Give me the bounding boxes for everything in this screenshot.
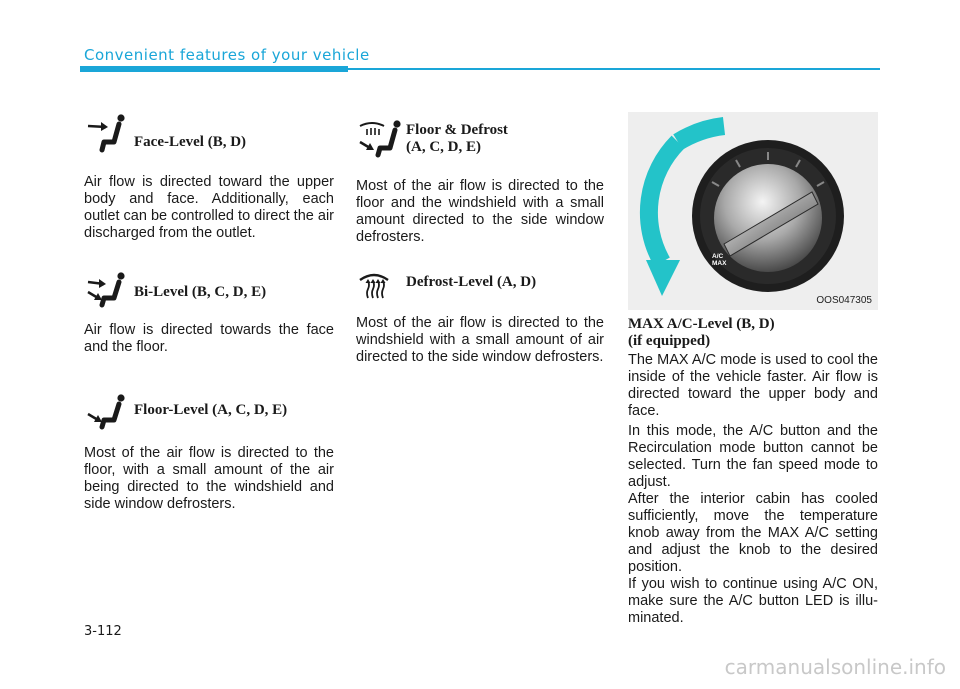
bi-level-description: Air flow is directed towards the face and the floor. bbox=[84, 322, 334, 355]
mode-defrost-level bbox=[356, 268, 606, 302]
max-ac-paragraph-1: The MAX A/C mode is used to cool the inside of the vehicle faster. Air flow is directed toward the upper body and face. bbox=[628, 352, 878, 419]
knob-illustration bbox=[628, 112, 878, 310]
floor-level-description: Most of the air flow is directed to the floor, with a small amount of the air being directed to the windshield and side window defrosters. bbox=[84, 445, 334, 512]
watermark: carmanualsonline.info bbox=[724, 655, 946, 679]
max-ac-paragraph-4: If you wish to continue using A/C ON, make sure the A/C button LED is illu-minated. bbox=[628, 576, 878, 626]
figure-caption: OOS047305 bbox=[816, 295, 872, 306]
mode-floor-level bbox=[84, 394, 334, 434]
mode-bi-level bbox=[84, 272, 334, 312]
max-ac-figure bbox=[628, 112, 878, 310]
header-accent-bar bbox=[80, 66, 348, 72]
face-level-description: Air flow is directed toward the upper body and face. Additionally, each outlet can be controlled to direct the air discharged from the outlet. bbox=[84, 174, 334, 241]
mode-face-level bbox=[84, 112, 334, 152]
bi-level-icon bbox=[84, 272, 132, 308]
floor-level-title: Floor-Level (A, C, D, E) bbox=[134, 402, 288, 418]
face-level-title: Face-Level (B, D) bbox=[134, 134, 247, 150]
defrost-icon bbox=[356, 268, 396, 302]
header-rule bbox=[348, 68, 880, 70]
floor-level-icon bbox=[84, 394, 132, 430]
mode-floor-defrost bbox=[356, 118, 606, 158]
knob-label-ac: A/C bbox=[712, 253, 724, 260]
floor-defrost-title-line1: Floor & Defrost bbox=[406, 122, 508, 138]
face-level-icon bbox=[84, 112, 132, 156]
page-number: 3-112 bbox=[84, 624, 122, 639]
floor-defrost-icon bbox=[356, 118, 404, 158]
section-header-title: Convenient features of your vehicle bbox=[84, 46, 370, 64]
defrost-level-description: Most of the air flow is directed to the windshield with a small amount of air directed to the side window defrosters. bbox=[356, 315, 604, 365]
bi-level-title: Bi-Level (B, C, D, E) bbox=[134, 284, 267, 300]
floor-defrost-description: Most of the air flow is directed to the floor and the windshield with a small amount directed to the side window defrosters. bbox=[356, 178, 604, 245]
knob-label-max: MAX bbox=[712, 260, 727, 267]
max-ac-title-line1: MAX A/C-Level (B, D) bbox=[628, 316, 775, 332]
max-ac-title-line2: (if equipped) bbox=[628, 333, 711, 349]
floor-defrost-title-line2: (A, C, D, E) bbox=[406, 139, 481, 155]
defrost-level-title: Defrost-Level (A, D) bbox=[406, 274, 537, 290]
max-ac-paragraph-2: In this mode, the A/C button and the Recirculation mode button cannot be selected. Turn the fan speed mode to adjust. bbox=[628, 423, 878, 490]
max-ac-paragraph-3: After the interior cabin has cooled sufficiently, move the temperature knob away from the MAX A/C setting and adjust the knob to the desired position. bbox=[628, 491, 878, 575]
